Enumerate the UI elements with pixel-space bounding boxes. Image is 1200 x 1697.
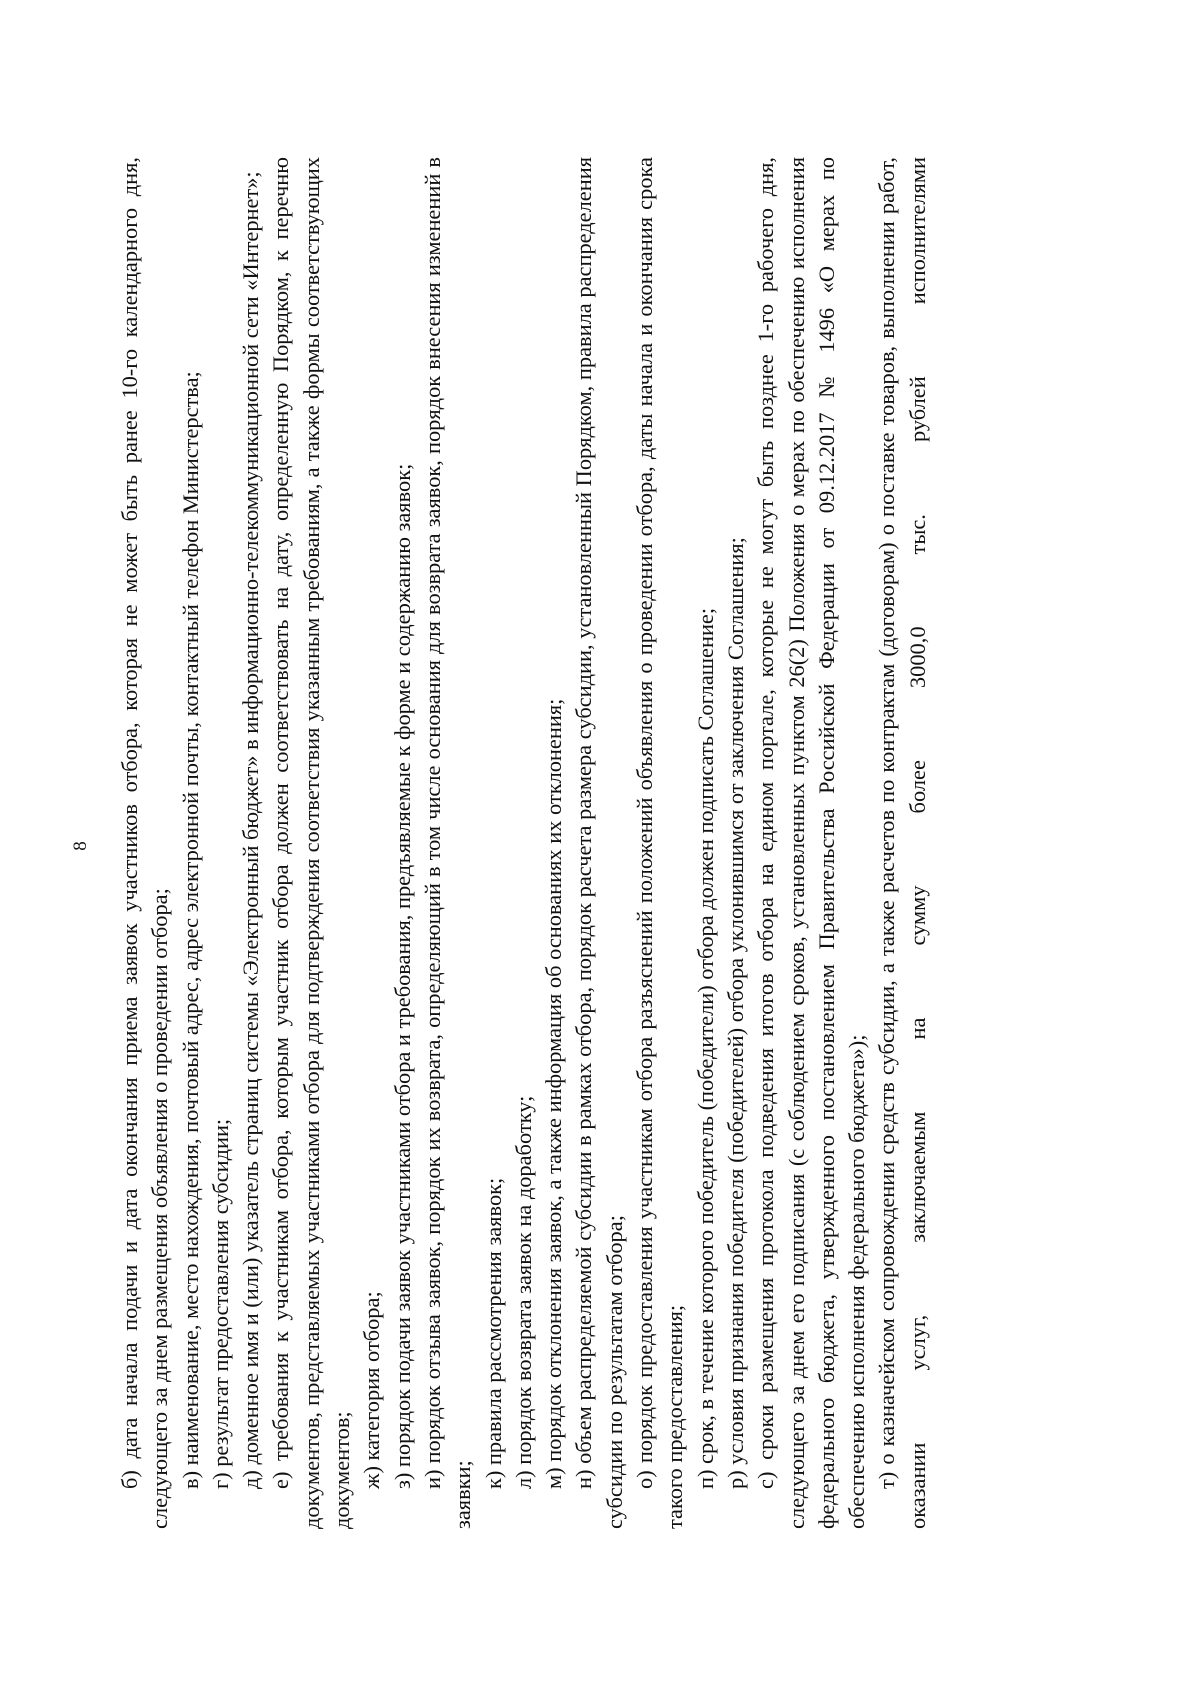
paragraph-r: р) условия признания победителя (победителей) отбора уклонившимся от заключения Соглашения;: [722, 537, 748, 1489]
paragraph-z: з) порядок подачи заявок участниками отбора и требования, предъявляемые к форме и содержанию заявок;: [389, 463, 415, 1489]
paragraph-m: м) порядок отклонения заявок, а также информация об основаниях их отклонения;: [541, 698, 567, 1489]
page-number: 8: [70, 841, 91, 851]
document-body: [115, 157, 933, 1529]
paragraph-zh: ж) категория отбора;: [359, 1291, 385, 1489]
paragraph-g: г) результат предоставления субсидии;: [207, 1118, 233, 1489]
paragraph-v: в) наименование, место нахождения, почтовый адрес, адрес электронной почты, контактный телефон Министерства;: [177, 371, 203, 1489]
paragraph-i: и) порядок отзыва заявок, порядок их возврата, определяющий в том числе основания для возврата заявок, порядок внесения изменений в заявки;: [419, 157, 476, 1529]
paragraph-p: п) срок, в течение которого победитель (победители) отбора должен подписать Соглашение;: [692, 607, 718, 1489]
paragraph-n: н) объем распределяемой субсидии в рамках отбора, порядок расчета размера субсидии, установленный Порядком, правила распределения субсидии по результатам отбора;: [571, 157, 627, 1529]
paragraph-s: с) сроки размещения протокола подведения итогов отбора на едином портале, которые не могут быть позднее 1-го рабочего дня, следующего за днем его подписания (с соблюдением сроков, установленных пунктом 26(2) Положения о мерах по обеспечению исполнения федерального бюджета, утвержденного постановлением Правительства Российской Федерации от 09.12.2017 № 1496 «О мерах по обеспечению исполнения федерального бюджета»);: [753, 157, 870, 1529]
paragraph-l: л) порядок возврата заявок на доработку;: [510, 1095, 536, 1489]
paragraph-o: о) порядок предоставления участникам отбора разъяснений положений объявления о проведении отбора, даты начала и окончания срока такого предоставления;: [632, 157, 688, 1529]
paragraph-d: д) доменное имя и (или) указатель страниц системы «Электронный бюджет» в информационно-телекоммуникационной сети «Интернет»;: [238, 171, 264, 1489]
paragraph-b: б) дата начала подачи и дата окончания приема заявок участников отбора, которая не может быть ранее 10-го календарного дня, следующего за днем размещения объявления о проведении отбора;: [117, 157, 173, 1529]
paragraph-t: т) о казначейском сопровождении средств субсидии, а также расчетов по контрактам (договорам) о поставке товаров, выполнении работ, оказании услуг, заключаемым на сумму более 3000,0 тыс. рублей исполнителями: [874, 157, 930, 1529]
paragraph-e: е) требования к участникам отбора, которым участник отбора должен соответствовать на дату, определенную Порядком, к перечню документов, представляемых участниками отбора для подтверждения соответствия указанным требованиям, а также формы соответствующих документов;: [268, 157, 355, 1529]
paragraph-k: к) правила рассмотрения заявок;: [480, 1177, 506, 1489]
